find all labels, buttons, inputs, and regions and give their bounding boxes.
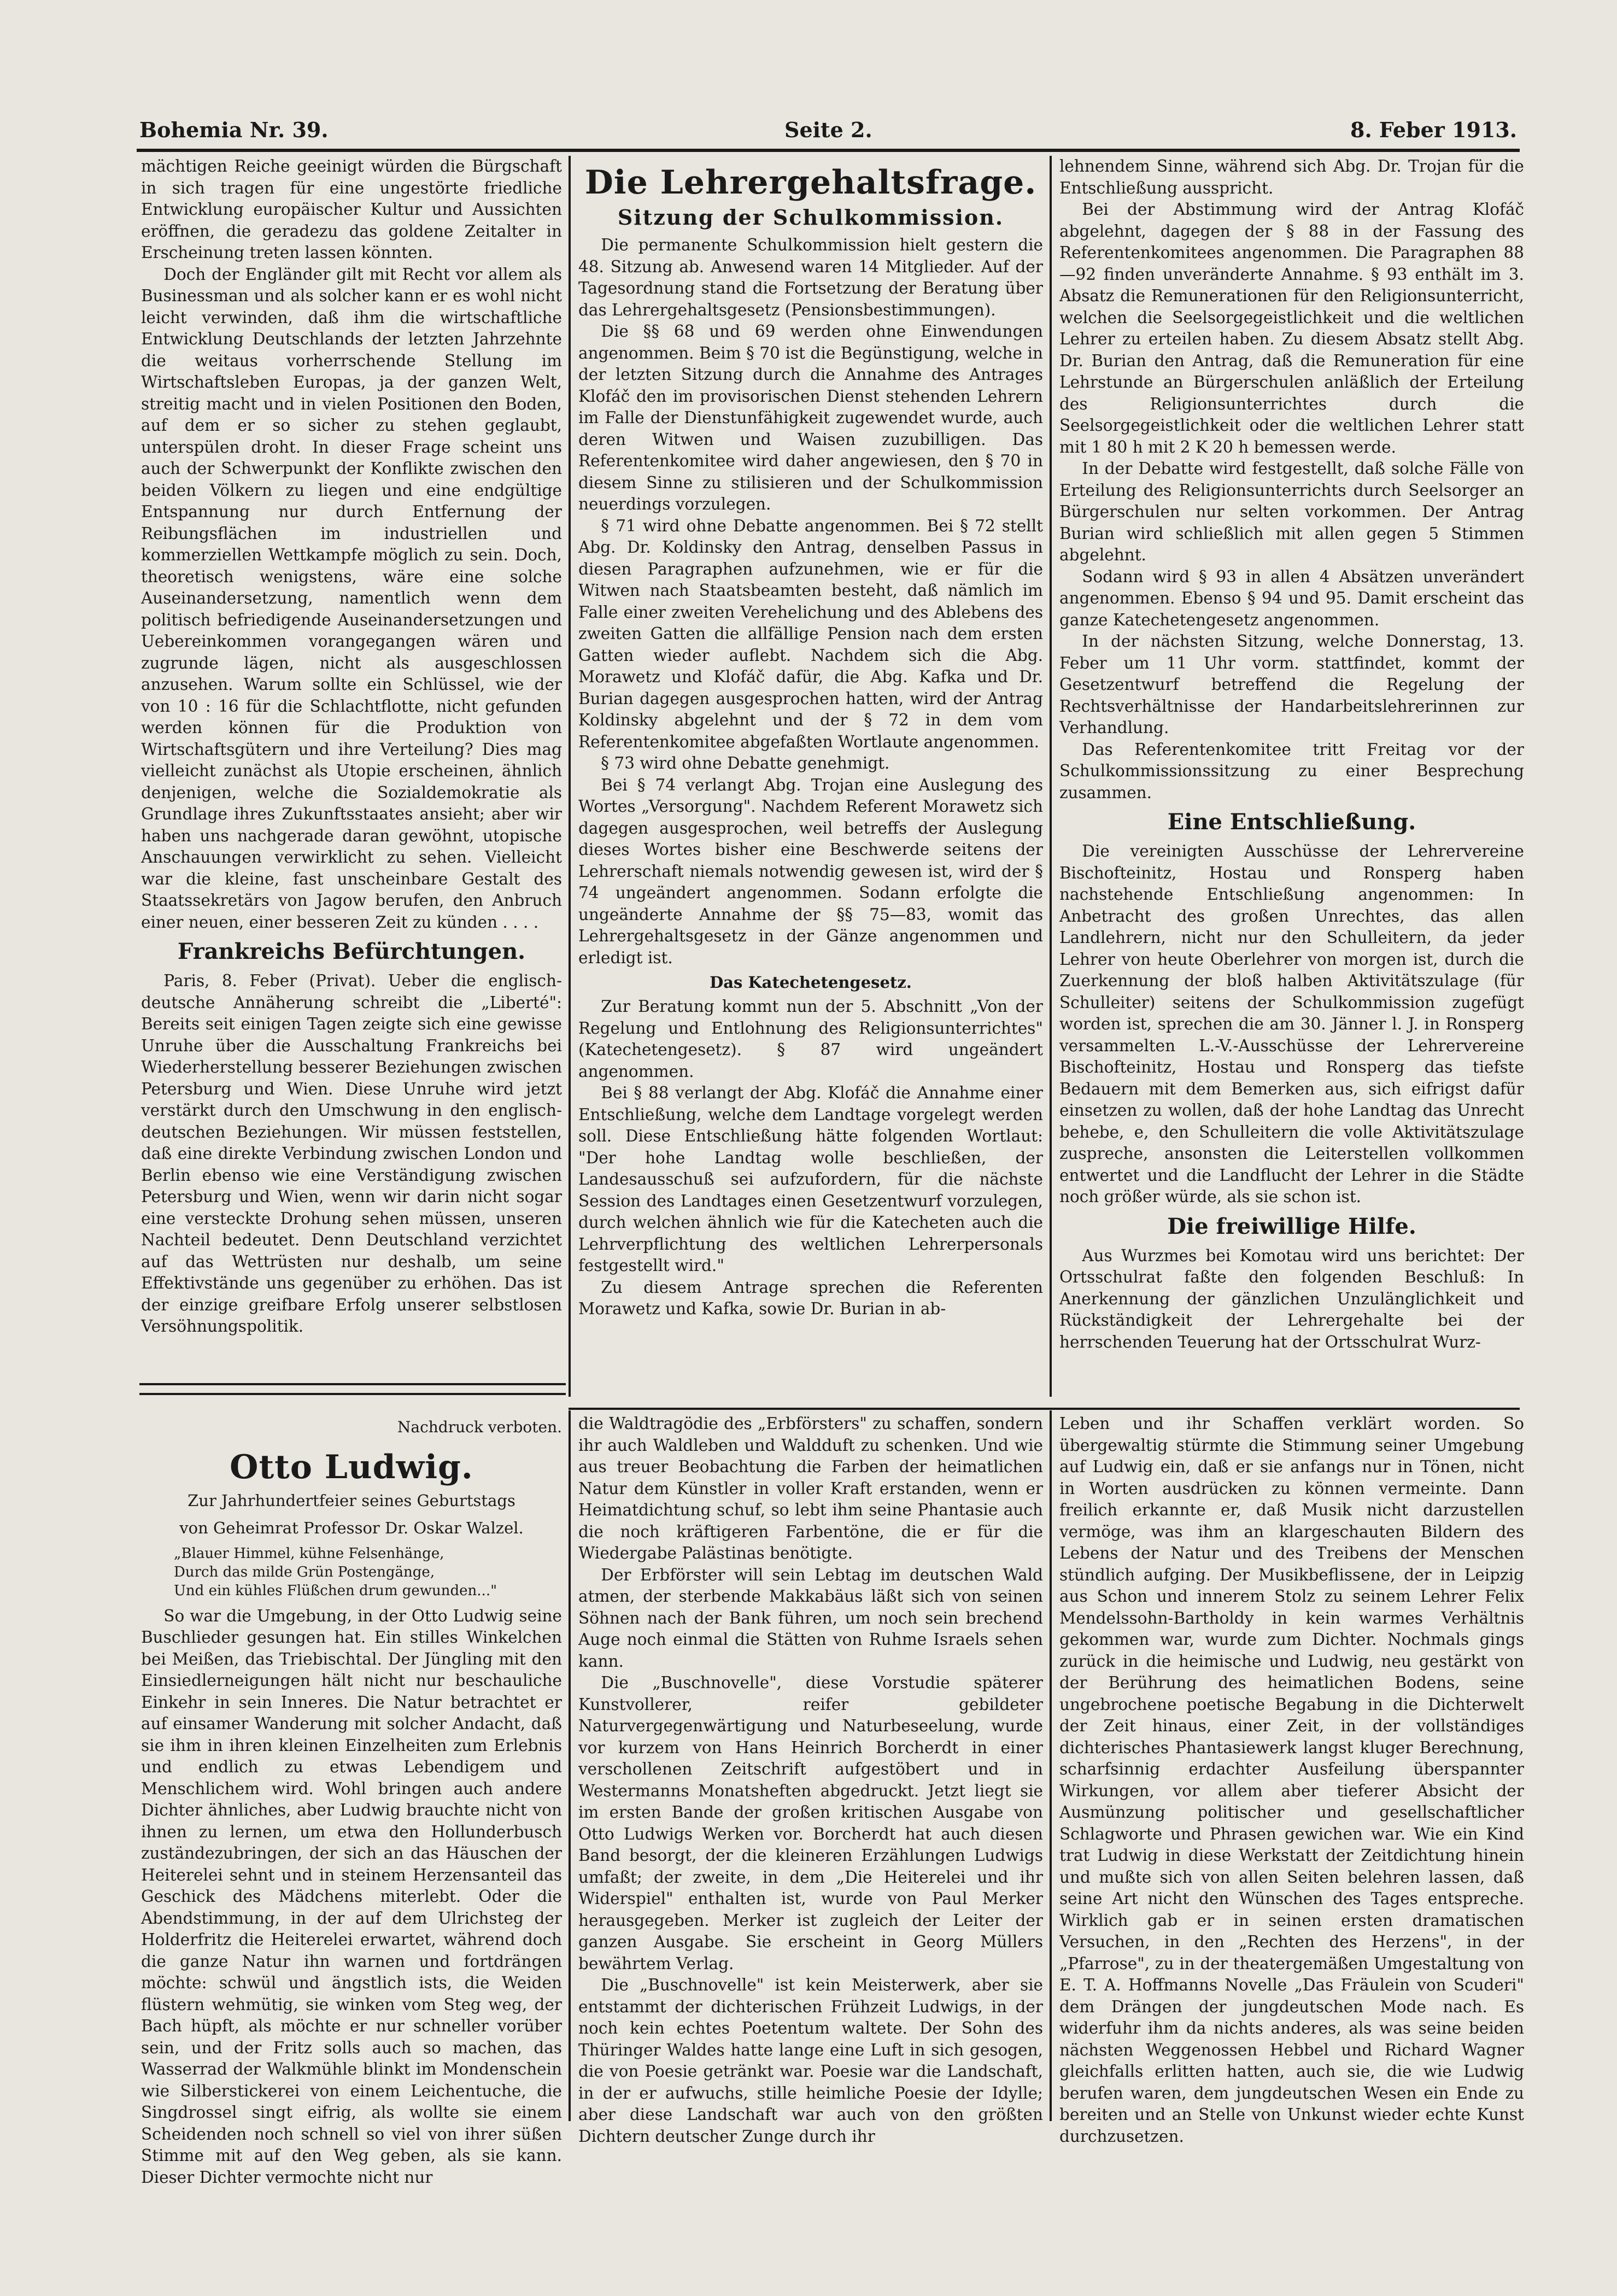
article-paragraph: Paris, 8. Feber (Privat). Ueber die englisch-deutsche Annäherung schreibt die „Liberté": Bereits seit einigen Tagen zeigte sich eine gewisse Unruhe über die Ausschaltung Frankreichs bei Wiederherstellung besserer Beziehungen zwischen Petersburg und Wien. Diese Unruhe wird jetzt verstärkt durch den Umschwung in den englisch-deutschen Beziehungen. Wir müssen feststellen, daß eine direkte Verbindung zwischen London und Berlin ebenso wie eine Verständigung zwischen Petersburg und Wien, wenn wir darin nicht sogar eine versteckte Drohung sehen müssen, unseren Nachteil bedeutet. Denn Deutschland verzichtet auf das Wettrüsten nur deshalb, um seine Effektivstände uns gegenüber zu erhöhen. Das ist der einzige greifbare Erfolg unserer selbstlosen Versöhnungspolitik.: [141, 971, 562, 1336]
feuilleton-paragraph: Die „Buschnovelle", diese Vorstudie späterer Kunstvollerer, reifer gebildeter Naturvergegenwärtigung und Naturbeseelung, wurde vor kurzem von Hans Heinrich Borcherdt in einer verschollenen Zeitschrift aufgestöbert und in Westermanns Monatsheften abgedruckt. Jetzt liegt sie im ersten Bande der großen kritischen Ausgabe von Otto Ludwigs Werken vor. Borcherdt hat auch diesen Band besorgt, der die kleineren Erzählungen Ludwigs umfaßt; der zweite, in dem „Die Heiterelei und ihr Widerspiel" enthalten ist, wurde von Paul Merker herausgegeben. Merker ist zugleich der Leiter der ganzen Ausgabe. Sie erscheint in Georg Müllers bewährtem Verlag.: [578, 1673, 1043, 1973]
heading-lehrergehaltsfrage: Die Lehrergehaltsfrage.: [584, 163, 1037, 202]
poem-line: Und ein kühles Flüßchen drum gewunden...": [174, 1582, 497, 1599]
section-separator: [139, 1383, 566, 1395]
feuilleton-byline-2: von Geheimrat Professor Dr. Oskar Walzel.: [179, 1518, 524, 1537]
feuilleton-paragraph: Leben und ihr Schaffen verklärt worden. So übergewaltig stürmte die Stimmung seiner Umgebung auf Ludwig ein, daß er sie anfangs nur in Tönen, nicht in Worten ausdrücken zu können vermeinte. Dann freilich erkannte er, daß Musik nicht darzustellen vermöge, was ihm an klargeschauten Bildern des Lebens der Natur und des Treibens der Menschen stündlich aufging. Der Musikbeflissene, der in Leipzig aus Schon und innerem Stolz zu seinem Lehrer Felix Mendelssohn-Bartholdy in kein warmes Verhältnis gekommen war, wurde zum Dichter. Nochmals gings zurück in die heimische und Ludwig, neu gestärkt von der Berührung des heimatlichen Bodens, seine ungebrochene poetische Begabung in die Dichterwelt der Zeit hinaus, einer Zeit, in der vollständiges dichterisches Phantasiewerk langst kluger Berechnung, scharfsinnig erdachter Ausfeilung überspannter Wirkungen, vor allem aber tieferer Absicht der Ausmünzung politischer und gesellschaftlicher Schlagworte und Phrasen gewichen war. Wie ein Kind trat Ludwig in diese Werkstatt der Zeitdichtung hinein und mußte sich von allen Seiten belehren lassen, daß seine Art nicht den Wünschen des Tages entspreche. Wirklich gab er in seinen ersten dramatischen Versuchen, in den „Rechten des Herzens", in der „Pfarrose", zu in der theatergemäßen Umgestaltung von E. T. A. Hoffmanns Novelle „Das Fräulein von Scuderi" dem Drängen der jungdeutschen Mode nach. Es widerfuhr ihm da nichts anderes, als was seine beiden nächsten Weggenossen Hebbel und Richard Wagner gleichfalls erlitten hatten, auch sie, die wie Ludwig berufen waren, dem jungdeutschen Wesen ein Ende zu bereiten und an Stelle von Unkunst wieder echte Kunst durchzusetzen.: [1059, 1414, 1524, 2146]
top-column-1: [141, 156, 562, 1369]
heading-freiwillige-hilfe: Die freiwillige Hilfe.: [1167, 1213, 1416, 1239]
subheading-sitzung: Sitzung der Schulkommission.: [617, 205, 1004, 230]
feuilleton-byline-1: Zur Jahrhundertfeier seines Geburtstags: [188, 1491, 515, 1510]
article-paragraph: Die §§ 68 und 69 werden ohne Einwendungen angenommen. Beim § 70 ist die Begünstigung, welche in der letzten Sitzung durch die Annahme des Antrages Klofáč den im provisorischen Dienst stehenden Lehrern im Falle der Dienstunfähigkeit zugewendet wurde, auch deren Witwen und Waisen zuzubilligen. Das Referentenkomitee wird daher angewiesen, den § 70 in diesem Sinne zu stilisieren und der Schulkommission neuerdings vorzulegen.: [578, 322, 1043, 513]
column-rule-1: [569, 156, 571, 1397]
feuilleton-paragraph: Die „Buschnovelle" ist kein Meisterwerk, aber sie entstammt der dichterischen Frühzeit Ludwigs, in der noch kein echtes Poetentum waltete. Der Sohn des Thüringer Waldes hatte lange eine Luft in sich gesogen, die von Poesie getränkt war. Poesie war die Landschaft, in der er aufwuchs, stille heimliche Poesie der Idylle; aber diese Landschaft war auch von den größten Dichtern deutscher Zunge durch ihr: [578, 1976, 1043, 2146]
issue-number: Bohemia Nr. 39.: [139, 118, 329, 142]
feuilleton-paragraph: So war die Umgebung, in der Otto Ludwig seine Buschlieder gesungen hat. Ein stilles Winkelchen bei Meißen, das Triebischtal. Der Jüngling mit den Einsiedlerneigungen hält nicht nur beschauliche Einkehr in sein Inneres. Die Natur betrachtet er auf einsamer Wanderung mit solcher Andacht, daß sie ihm in ihren kleinen Einzelheiten zum Erlebnis und endlich zu etwas Lebendigem und Menschlichem wird. Wohl bringen auch andere Dichter ähnliches, aber Ludwig brauchte nicht von ihnen zu lernen, um etwa den Hollunderbusch zuständezubringen, der sich an das Häuschen der Heiterelei sehnt und in steinem Herzensanteil das Geschick des Mädchens miterlebt. Oder die Abendstimmung, in der auf dem Ulrichsteg der Holderfritz die Heiterelei erwartet, während doch die ganze Natur ihn warnen und fortdrängen möchte: schwül und ängstlich ists, die Weiden flüstern wehmütig, sie winken vom Steg weg, der Bach hüpft, als möchte er nur schneller vorüber sein, und der Fritz solls auch so machen, das Wasserrad der Walkmühle blinkt im Mondenschein wie Silberstickerei von einem Leichentuche, die Singdrossel singt eifrig, als wollte sie einem Scheidenden noch schnell so viel von ihrer süßen Stimme mit auf den Weg geben, als sie kann. Dieser Dichter vermochte nicht nur: [141, 1606, 562, 2187]
article-paragraph: Das Referentenkomitee tritt Freitag vor der Schulkommissionssitzung zu einer Besprechung zusammen.: [1059, 740, 1524, 802]
heading-frankreich: Frankreichs Befürchtungen.: [177, 939, 526, 964]
column-rule-2: [1050, 156, 1052, 1397]
article-continuation: lehnendem Sinne, während sich Abg. Dr. Trojan für die Entschließung ausspricht.: [1059, 157, 1524, 197]
top-column-2: [578, 156, 1043, 1397]
article-paragraph: § 73 wird ohne Debatte genehmigt.: [601, 754, 890, 772]
article-paragraph: Die vereinigten Ausschüsse der Lehrervereine Bischofteinitz, Hostau und Ronsperg haben nachstehende Entschließung angenommen: In Anbetracht des großen Unrechtes, das allen Landlehrern, nicht nur den Schulleitern, da jeder Lehrer von heute Oberlehrer von morgen ist, durch die Zuerkennung der bloß halben Aktivitätszulage (für Schulleiter) seitens der Schulkommission zugefügt worden ist, sprechen die am 30. Jänner l. J. in Ronsperg versammelten L.-V.-Ausschüsse der Lehrervereine Bischofteinitz, Hostau und Ronsperg das tiefste Bedauern mit dem Bemerken aus, sich eifrigst dafür einsetzen zu wollen, daß der hohe Landtag das Unrecht behebe, e, den Schulleitern die volle Aktivitätszulage zuspreche, ansonsten die Leiterstellen vollkommen entwertet und die Landflucht der Lehrer in die Städte noch größer würde, als sie schon ist.: [1059, 842, 1524, 1206]
article-paragraph: Doch der Engländer gilt mit Recht vor allem als Businessman und als solcher kann er es wohl nicht leicht verwinden, daß ihm die wirtschaftliche Entwicklung Deutschlands der letzten Jahrzehnte die weitaus vorherrschende Stellung im Wirtschaftsleben Europas, ja der ganzen Welt, streitig macht und in vielen Positionen den Boden, auf dem er so sicher zu stehen geglaubt, unterspülen droht. In dieser Frage scheint uns auch der Schwerpunkt der Konflikte zwischen den beiden Völkern zu liegen und eine endgültige Entspannung nur durch Entfernung der Reibungsflächen im industriellen und kommerziellen Wettkampfe möglich zu sein. Doch, theoretisch wenigstens, wäre eine solche Auseinandersetzung, namentlich wenn dem politisch befriedigende Auseinandersetzungen und Uebereinkommen vorangegangen wären und zugrunde lägen, nicht als ausgeschlossen anzusehen. Warum sollte ein Schlüssel, wie der von 10 : 16 für die Schlachtflotte, nicht gefunden werden können für die Produktion von Wirtschaftsgütern und ihre Verteilung? Dies mag vielleicht zunächst als Utopie erscheinen, ähnlich denjenigen, welche die Sozialdemokratie als Grundlage ihres Zukunftsstaates ansieht; aber wir haben uns nachgerade daran gewöhnt, utopische Anschauungen verwirklicht zu sehen. Vielleicht war die kleine, fast unscheinbare Gestalt des Staatssekretärs von Jagow berufen, den Anbruch einer neuen, einer besseren Zeit zu künden . . . .: [141, 265, 562, 932]
heading-entschliessung: Eine Entschließung.: [1167, 809, 1416, 835]
article-paragraph: Die permanente Schulkommission hielt gestern die 48. Sitzung ab. Anwesend waren 14 Mitglieder. Auf der Tagesordnung stand die Fortsetzung der Beratung über das Lehrergehaltsgesetz (Pensionsbestimmungen).: [578, 236, 1043, 319]
heading-katechetengesetz: Das Katechetengesetz.: [710, 973, 912, 992]
page-number: Seite 2.: [784, 118, 872, 142]
article-paragraph: § 71 wird ohne Debatte angenommen. Bei § 72 stellt Abg. Dr. Koldinsky den Antrag, denselben Passus in diesen Paragraphen aufzunehmen, wie er für die Witwen nach Staatsbeamten besteht, daß nämlich im Falle einer zweiten Verehelichung und des Ablebens des zweiten Gatten die allfällige Pension nach dem ersten Gatten wieder auflebt. Nachdem sich die Abg. Morawetz und Klofáč dafür, die Abg. Kafka und Dr. Burian dagegen ausgesprochen hatten, wird der Antrag Koldinsky abgelehnt und der § 72 in dem vom Referentenkomitee abgefaßten Wortlaute angenommen.: [578, 516, 1043, 751]
column-rule-4: [1050, 1410, 1052, 2121]
article-paragraph: Bei der Abstimmung wird der Antrag Klofáč abgelehnt, dagegen der § 88 in der Fassung des Referentenkomitees angenommen. Die Paragraphen 88—92 finden unveränderte Annahme. § 93 enthält im 3. Absatz die Remunerationen für den Religionsunterricht, welchen die Seelsorgegeistlichkeit und die weltlichen Lehrer zu erteilen haben. Zu diesem Absatz stellt Abg. Dr. Burian den Antrag, daß die Remuneration für eine Lehrstunde an Bürgerschulen anläßlich der Erteilung des Religionsunterrichtes durch die Seelsorgegeistlichkeit oder die weltlichen Lehrer statt mit 1 80 h mit 2 K 20 h bemessen werde.: [1059, 200, 1524, 456]
epigraph-poem: [174, 1544, 562, 1600]
article-paragraph: Bei § 88 verlangt der Abg. Klofáč die Annahme einer Entschließung, welche dem Landtage vorgelegt werden soll. Diese Entschließung hätte folgenden Wortlaut: "Der hohe Landtag wolle beschließen, der Landesausschuß sei aufzufordern, für die nächste Session des Landtages einen Gesetzentwurf vorzulegen, durch welchen ähnlich wie für die Katecheten auch die Lehrverpflichtung des weltlichen Lehrerpersonals festgestellt wird.": [578, 1083, 1043, 1275]
article-paragraph: In der Debatte wird festgestellt, daß solche Fälle von Erteilung des Religionsunterrichts durch Seelsorger an Bürgerschulen nur selten vorkommen. Der Antrag Burian wird schließlich mit allen gegen 5 Stimmen abgelehnt.: [1059, 459, 1524, 564]
article-continuation: mächtigen Reiche geeinigt würden die Bürgschaft in sich tragen für eine ungestörte friedliche Entwicklung europäischer Kultur und Aussichten eröffnen, die geradezu das goldene Zeitalter in Erscheinung treten lassen könnten.: [141, 157, 562, 262]
feuilleton-paragraph: die Waldtragödie des „Erbförsters" zu schaffen, sondern ihr auch Waldleben und Waldduft zu schenken. Und wie aus treuer Beobachtung die Farben der heimatlichen Natur dem Künstler in voller Kraft erstanden, wenn er Heimatdichtung schuf, so lebt ihm seine Phantasie auch die noch kräftigeren Farbentöne, die er für die Wiedergabe Palästinas benötigte.: [578, 1414, 1043, 1562]
reprint-note: Nachdruck verboten.: [397, 1418, 562, 1436]
article-paragraph: Sodann wird § 93 in allen 4 Absätzen unverändert angenommen. Ebenso § 94 und 95. Damit erscheint das ganze Katechetengesetz angenommen.: [1059, 567, 1524, 629]
issue-date: 8. Feber 1913.: [1350, 118, 1517, 142]
feuilleton-column-1: [141, 1413, 562, 2187]
article-paragraph: Aus Wurzmes bei Komotau wird uns berichtet: Der Ortsschulrat faßte den folgenden Beschluß: In Anerkennung der gänzlichen Unzulänglichkeit und Rückständigkeit der Lehrergehalte bei der herrschenden Teuerung hat der Ortsschulrat Wurz-: [1059, 1246, 1524, 1351]
feuilleton-rule: [569, 1408, 1520, 1410]
article-paragraph: Bei § 74 verlangt Abg. Trojan eine Auslegung des Wortes „Versorgung". Nachdem Referent Morawetz sich dagegen ausgesprochen, weil betreffs der Auslegung dieses Wortes bisher eine Beschwerde seitens der Lehrerschaft niemals notwendig gewesen ist, wird der § 74 ungeändert angenommen. Sodann erfolgte die ungeänderte Annahme der §§ 75—83, womit das Lehrergehaltsgesetz in der Gänze angenommen und erledigt ist.: [578, 775, 1043, 967]
feuilleton-title: Otto Ludwig.: [230, 1448, 473, 1486]
poem-line: „Blauer Himmel, kühne Felsenhänge,: [174, 1545, 444, 1562]
article-paragraph: Zu diesem Antrage sprechen die Referenten Morawetz und Kafka, sowie Dr. Burian in ab-: [578, 1278, 1043, 1318]
top-column-3: [1059, 156, 1524, 1397]
poem-line: Durch das milde Grün Postengänge,: [174, 1563, 435, 1580]
feuilleton-column-2: [578, 1413, 1043, 2146]
article-paragraph: Zur Beratung kommt nun der 5. Abschnitt „Von der Regelung und Entlohnung des Religionsunterrichtes" (Katechetengesetz). § 87 wird ungeändert angenommen.: [578, 997, 1043, 1081]
page-header: [139, 118, 1517, 150]
feuilleton-column-3: [1059, 1413, 1524, 2146]
column-rule-3: [569, 1410, 571, 2121]
feuilleton-paragraph: Der Erbförster will sein Lebtag im deutschen Wald atmen, der sterbende Makkabäus läßt sich von seinen Söhnen nach der Bank führen, um noch sein brechend Auge noch einmal die Stätten von Ruhme Israels sehen kann.: [578, 1565, 1043, 1671]
header-rule: [137, 149, 1520, 152]
article-paragraph: In der nächsten Sitzung, welche Donnerstag, 13. Feber um 11 Uhr vorm. stattfindet, kommt der Gesetzentwurf betreffend die Regelung der Rechtsverhältnisse der Handarbeitslehrerinnen zur Verhandlung.: [1059, 632, 1524, 737]
